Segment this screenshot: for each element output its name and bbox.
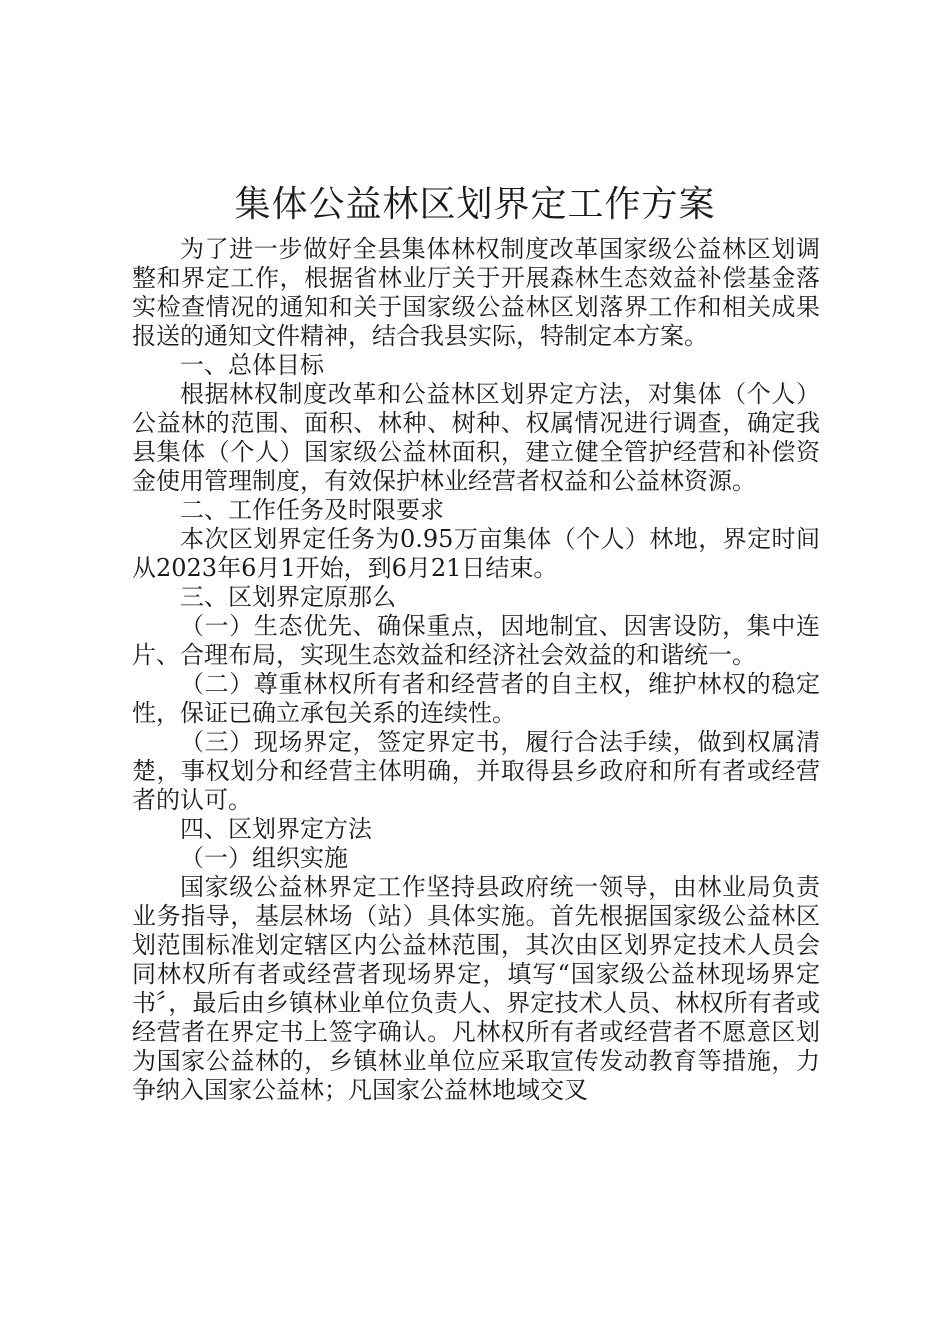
organization-paragraph: 国家级公益林界定工作坚持县政府统一领导，由林业局负责业务指导，基层林场（站）具体实施。首先根据国家级公益林区划范围标准划定辖区内公益林范围，其次由区划界定技术人员会同林权所有者或经营者现场界定，填写“国家级公益林现场界定书〞，最后由乡镇林业单位负责人、界定技术人员、林权所有者或经营者在界定书上签字确认。凡林权所有者或经营者不愿意区划为国家公益林的，乡镇林业单位应采取宣传发动教育等措施，力争纳入国家公益林；凡国家公益林地域交叉 [132,873,820,1104]
document-body [132,235,820,1105]
section-heading-tasks: 二、工作任务及时限要求 [180,496,444,524]
principle-item-2: （二）尊重林权所有者和经营者的自主权，维护林权的稳定性，保证已确立承包关系的连续性。 [132,670,820,727]
section-heading-principles: 三、区划界定原那么 [180,583,396,611]
section-heading-methods: 四、区划界定方法 [180,815,372,843]
subsection-heading-organization: （一）组织实施 [180,844,348,872]
section-heading-goal: 一、总体目标 [180,351,324,379]
goal-paragraph: 根据林权制度改革和公益林区划界定方法，对集体（个人）公益林的范围、面积、林种、树种、权属情况进行调查，确定我县集体（个人）国家级公益林面积，建立健全管护经营和补偿资金使用管理制度，有效保护林业经营者权益和公益林资源。 [132,380,820,495]
intro-paragraph: 为了进一步做好全县集体林权制度改革国家级公益林区划调整和界定工作，根据省林业厅关于开展森林生态效益补偿基金落实检查情况的通知和关于国家级公益林区划落界工作和相关成果报送的通知文件精神，结合我县实际，特制定本方案。 [132,235,820,350]
tasks-paragraph: 本次区划界定任务为0.95万亩集体（个人）林地，界定时间从2023年6月1开始，到6月21日结束。 [132,525,820,582]
principle-item-1: （一）生态优先、确保重点，因地制宜、因害设防，集中连片、合理布局，实现生态效益和经济社会效益的和谐统一。 [132,612,820,669]
document-title: 集体公益林区划界定工作方案 [234,184,716,225]
principle-item-3: （三）现场界定，签定界定书，履行合法手续，做到权属清楚，事权划分和经营主体明确，并取得县乡政府和所有者或经营者的认可。 [132,728,820,814]
